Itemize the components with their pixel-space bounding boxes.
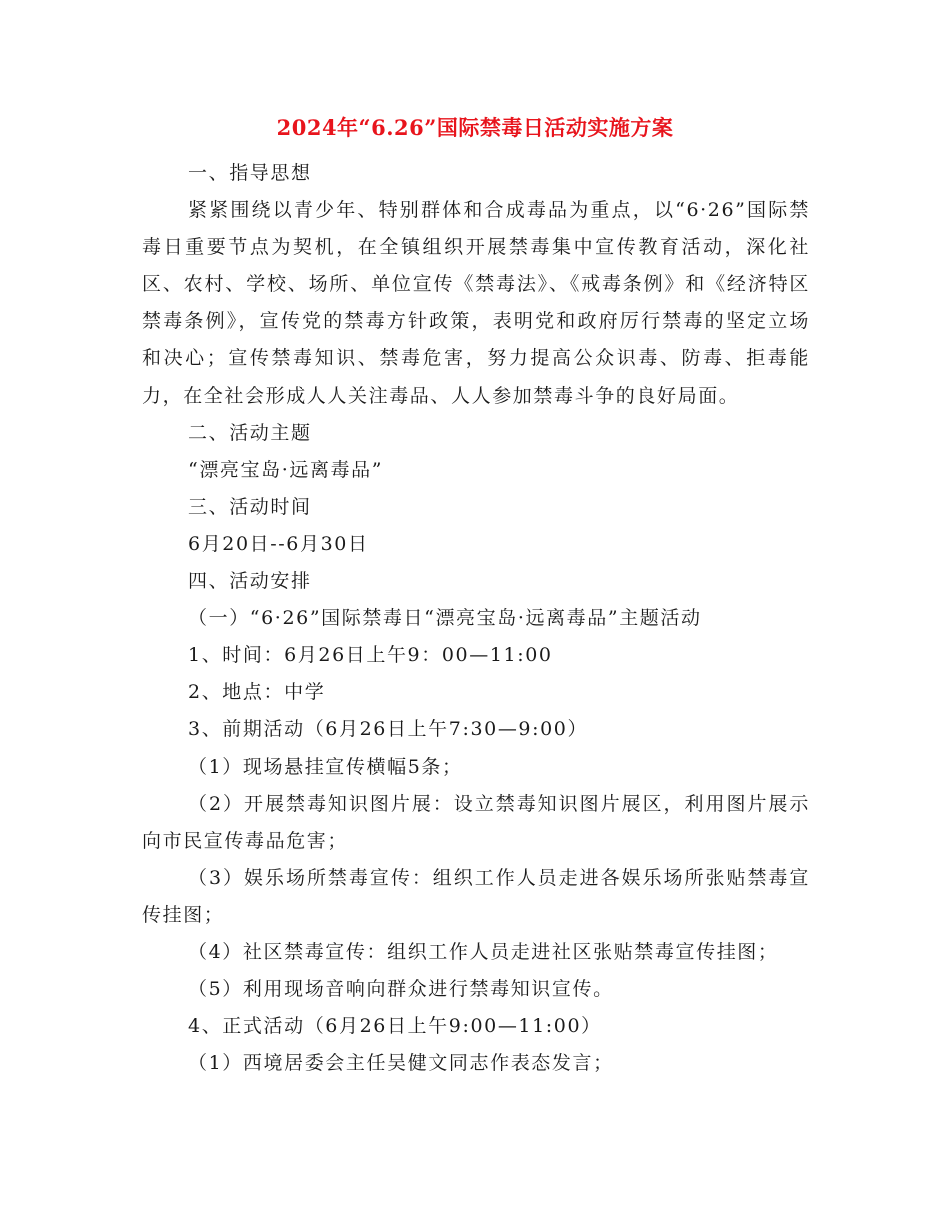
list-item-time: 1、时间：6月26日上午9：00—11:00: [188, 644, 553, 667]
subsection-heading-theme-activity: （一）“6·26”国际禁毒日“漂亮宝岛·远离毒品”主题活动: [188, 607, 702, 630]
section-heading-activity-arrangement: 四、活动安排: [188, 570, 312, 593]
sub-item-community-promotion: （4）社区禁毒宣传：组织工作人员走进社区张贴禁毒宣传挂图；: [188, 940, 779, 963]
paragraph-guiding-ideology: 紧紧围绕以青少年、特别群体和合成毒品为重点，以“6·26”国际禁毒日重要节点为契机，在全镇组织开展禁毒集中宣传教育活动，深化社区、农村、学校、场所、单位宣传《禁毒法》、《戒毒条例》和《经济特区禁毒条例》，宣传党的禁毒方针政策，表明党和政府厉行禁毒的坚定立场和决心；宣传禁毒知识、禁毒危害，努力提高公众识毒、防毒、拒毒能力，在全社会形成人人关注毒品、人人参加禁毒斗争的良好局面。: [142, 199, 810, 407]
sub-item-audio-promotion: （5）利用现场音响向群众进行禁毒知识宣传。: [188, 978, 614, 1001]
list-item-location: 2、地点：中学: [188, 681, 326, 704]
document-title: 2024年“6.26”国际禁毒日活动实施方案: [276, 115, 674, 140]
sub-item-photo-exhibition: （2）开展禁毒知识图片展：设立禁毒知识图片展区，利用图片展示向市民宣传毒品危害；: [142, 792, 810, 852]
section-heading-activity-theme: 二、活动主题: [188, 421, 312, 444]
sub-item-director-speech: （1）西境居委会主任吴健文同志作表态发言；: [188, 1052, 614, 1075]
list-item-formal-activity: 4、正式活动（6月26日上午9:00—11:00）: [188, 1015, 602, 1038]
sub-item-banners: （1）现场悬挂宣传横幅5条；: [188, 755, 463, 778]
section-heading-activity-time: 三、活动时间: [188, 495, 312, 518]
paragraph-activity-time: 6月20日--6月30日: [188, 532, 369, 555]
section-heading-guiding-ideology: 一、指导思想: [188, 162, 312, 184]
paragraph-activity-theme: “漂亮宝岛·远离毒品”: [188, 458, 384, 481]
document-body: [142, 155, 810, 1082]
list-item-preliminary-activity: 3、前期活动（6月26日上午7:30—9:00）: [188, 718, 589, 741]
sub-item-entertainment-venues: （3）娱乐场所禁毒宣传：组织工作人员走进各娱乐场所张贴禁毒宣传挂图；: [142, 866, 810, 926]
